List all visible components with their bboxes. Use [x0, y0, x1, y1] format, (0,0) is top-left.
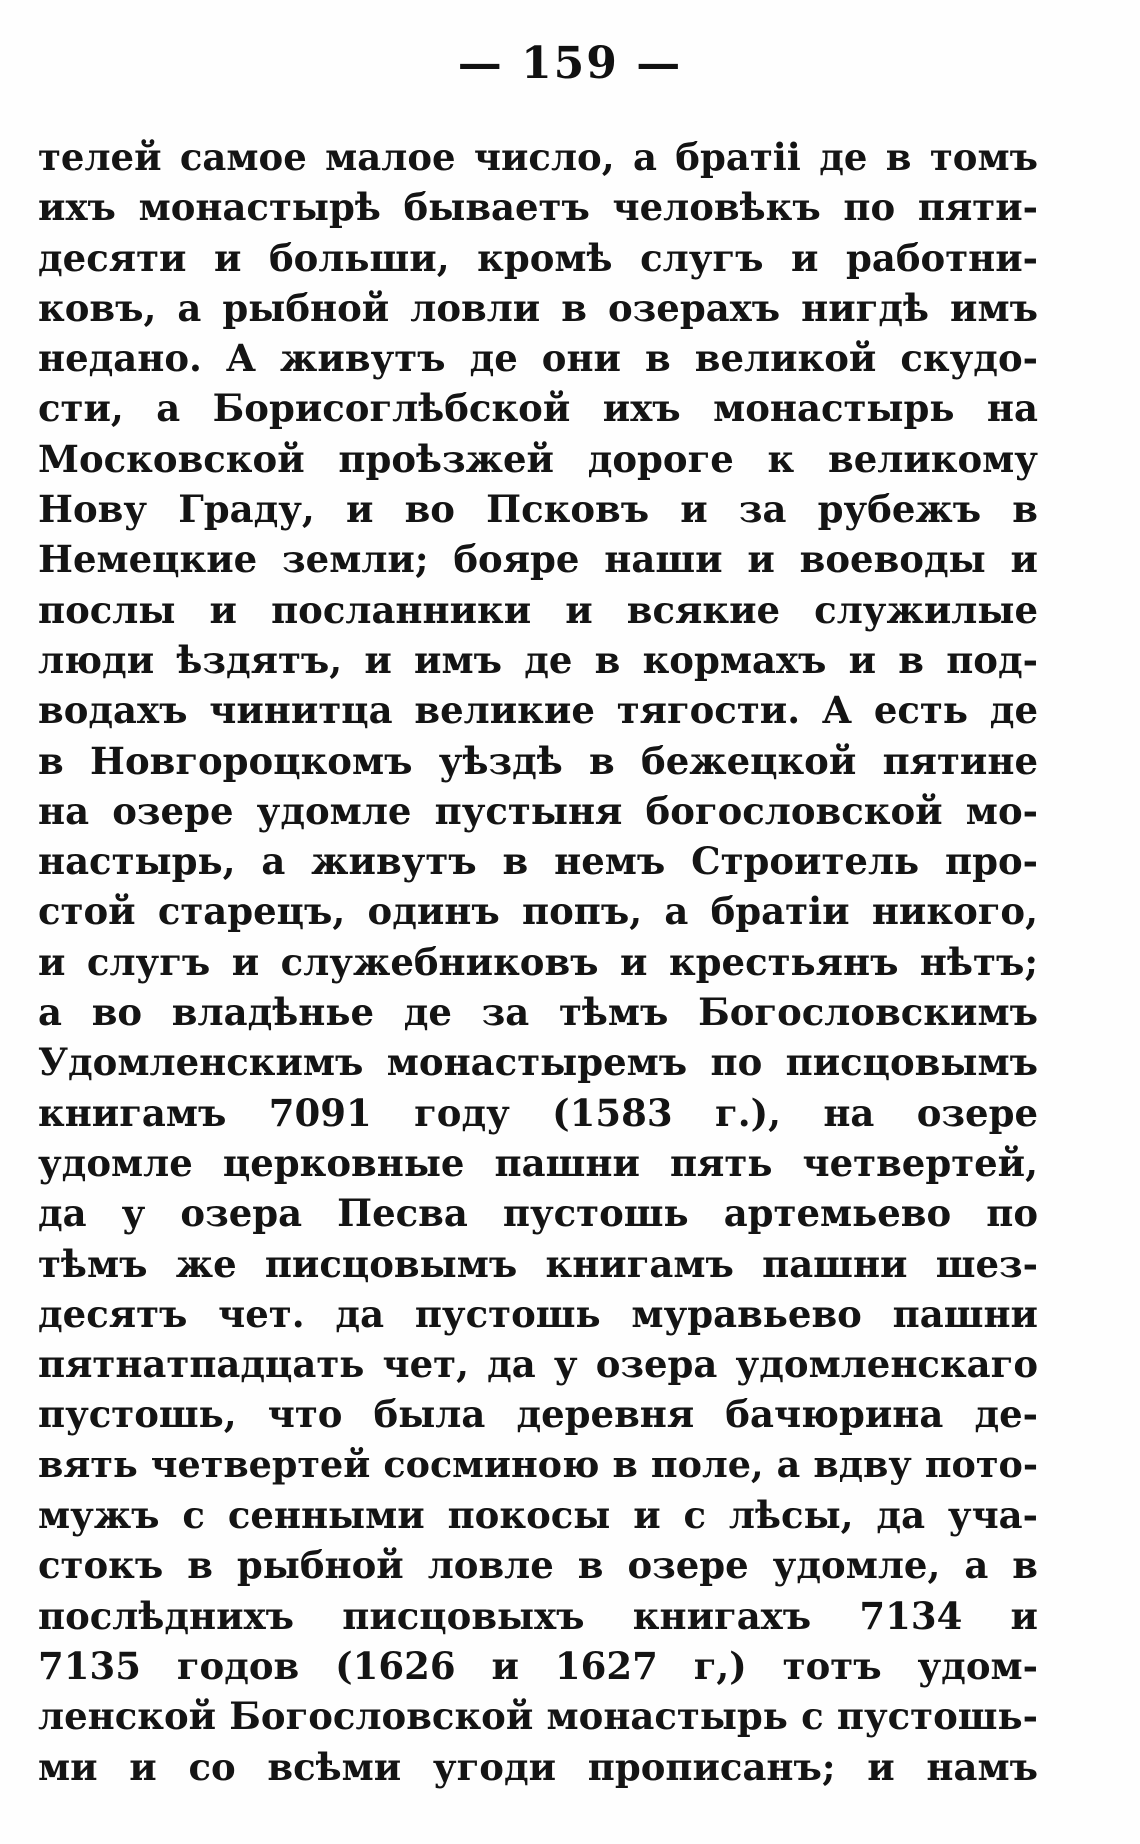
text-line: настырь, а живутъ в немъ Строитель про-: [38, 839, 1038, 884]
text-line: ковъ, а рыбной ловли в озерахъ нигдѣ имъ: [38, 285, 1038, 330]
text-line: да у озера Песва пустошь артемьево по: [38, 1191, 1038, 1236]
body-text: [38, 132, 1038, 1792]
text-line: люди ѣздятъ, и имъ де в кормахъ и в под-: [38, 637, 1038, 682]
text-line: стой старецъ, одинъ попъ, а братіи никого,: [38, 889, 1038, 934]
text-line: 7135 годов (1626 и 1627 г,) тотъ удом-: [38, 1643, 1038, 1688]
text-line: послѣднихъ писцовыхъ книгахъ 7134 и: [38, 1593, 1038, 1638]
text-line: вять четвертей сосминою в поле, а вдву пото-: [38, 1442, 1038, 1486]
text-line: мужъ с сенными покосы и с лѣсы, да уча-: [38, 1493, 1038, 1538]
text-line: Московской проѣзжей дороге к великому: [38, 436, 1038, 481]
text-line: пустошь, что была деревня бачюрина де-: [38, 1392, 1038, 1437]
text-line: десятъ чет. да пустошь муравьево пашни: [38, 1291, 1038, 1336]
text-line: десяти и больши, кромѣ слугъ и работни-: [38, 235, 1038, 280]
text-line: и слугъ и служебниковъ и крестьянъ нѣтъ;: [38, 939, 1038, 984]
text-line: телей самое малое число, а братіі де в томъ: [38, 135, 1038, 179]
text-line: тѣмъ же писцовымъ книгамъ пашни шез-: [38, 1241, 1038, 1286]
text-line: пятнатпадцать чет, да у озера удомленскаго: [38, 1342, 1038, 1387]
text-line: на озере удомле пустыня богословской мо-: [38, 788, 1038, 833]
text-line: стокъ в рыбной ловле в озере удомле, а в: [38, 1543, 1038, 1588]
text-line: Немецкие земли; бояре наши и воеводы и: [38, 537, 1038, 582]
text-line: Нову Граду, и во Псковъ и за рубежъ в: [38, 487, 1038, 532]
page-number: — 159 —: [457, 38, 683, 89]
text-line: ми и со всѣми угоди прописанъ; и намъ: [38, 1744, 1038, 1789]
text-line: удомле церковные пашни пять четвертей,: [38, 1140, 1038, 1185]
text-line: Удомленскимъ монастыремъ по писцовымъ: [38, 1040, 1038, 1085]
text-line: водахъ чинитца великие тягости. А есть де: [38, 688, 1038, 733]
text-line: ихъ монастырѣ бываетъ человѣкъ по пяти-: [38, 185, 1038, 230]
text-line: послы и посланники и всякие служилые: [38, 587, 1038, 632]
text-line: сти, а Борисоглѣбской ихъ монастырь на: [38, 386, 1038, 431]
text-line: книгамъ 7091 году (1583 г.), на озере: [38, 1090, 1038, 1135]
text-line: в Новгороцкомъ уѣздѣ в бежецкой пятине: [38, 738, 1038, 783]
text-line: недано. А живутъ де они в великой скудо-: [38, 336, 1038, 381]
text-line: а во владѣнье де за тѣмъ Богословскимъ: [38, 990, 1038, 1035]
text-line: ленской Богословской монастырь с пустошь-: [38, 1694, 1038, 1739]
